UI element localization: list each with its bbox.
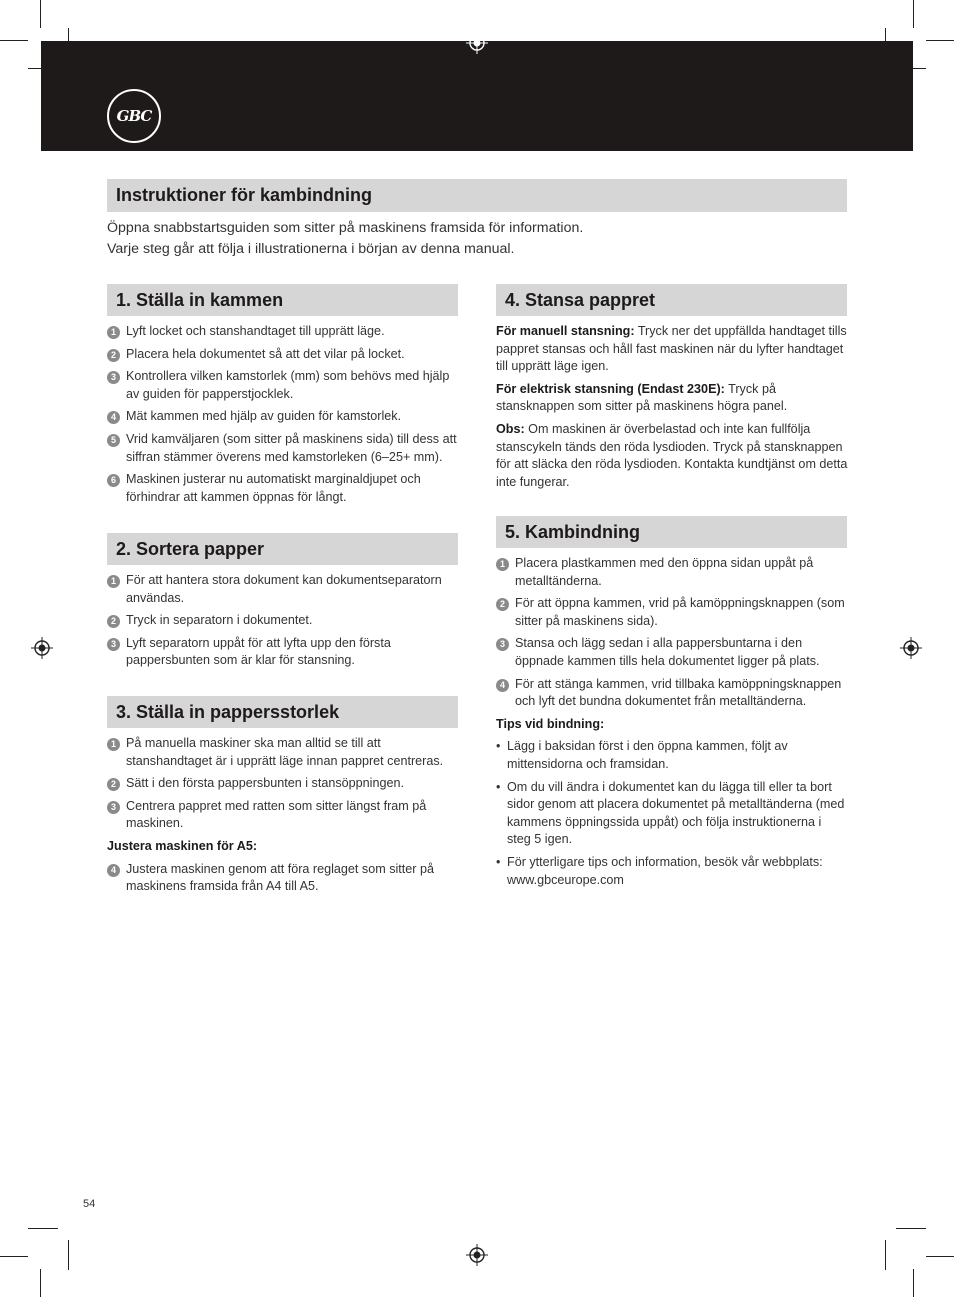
list-item bbox=[107, 635, 459, 670]
step-number-icon: 2 bbox=[107, 615, 120, 628]
section-1-heading bbox=[107, 284, 458, 316]
list-item-text: För att stänga kammen, vrid tillbaka kamöppningsknappen och lyft det bundna dokumentet från metalltänderna. bbox=[515, 676, 842, 709]
tip-text: För ytterligare tips och information, besök vår webbplats: www.gbceurope.com bbox=[507, 854, 823, 887]
list-item bbox=[107, 612, 459, 630]
paragraph-text: Tryck ner det uppfällda handtaget tills pappret stansas och håll fast maskinen när du lyfter handtaget till upprätt läge igen. bbox=[496, 324, 847, 374]
crop-mark bbox=[0, 40, 28, 41]
paragraph-label: Obs: bbox=[496, 421, 525, 436]
list-item-text: Stansa och lägg sedan i alla pappersbuntarna i den öppnade kammen tills hela dokumentet ligger på plats. bbox=[515, 636, 820, 668]
tip-item bbox=[496, 738, 848, 773]
list-item bbox=[496, 635, 848, 670]
intro-line: Öppna snabbstartsguiden som sitter på maskinens framsida för information. bbox=[107, 220, 584, 236]
crop-mark bbox=[896, 1228, 926, 1229]
tip-item bbox=[496, 854, 848, 889]
bullet-icon: • bbox=[496, 779, 501, 794]
list-item bbox=[107, 861, 459, 896]
crop-mark bbox=[885, 1240, 886, 1270]
list-item-text: Maskinen justerar nu automatiskt marginaldjupet och förhindrar att kammen öppnas för långt. bbox=[126, 472, 421, 504]
list-item bbox=[496, 595, 848, 630]
logo-text: GBC bbox=[116, 107, 152, 125]
step-number-icon: 3 bbox=[107, 801, 120, 814]
intro bbox=[107, 218, 847, 260]
tip-text: Om du vill ändra i dokumentet kan du lägga till eller ta bort sidor genom att placera dokumentet på metalltänderna (med kammens öppningssida uppåt) och följa instruktionerna i steg 5 igen. bbox=[507, 779, 845, 847]
list-item bbox=[107, 775, 459, 793]
list-item bbox=[107, 346, 459, 364]
crop-mark bbox=[926, 1256, 954, 1257]
step-number-icon: 2 bbox=[107, 778, 120, 791]
list-item bbox=[107, 471, 459, 506]
step-number-icon: 3 bbox=[107, 371, 120, 384]
section-3-title: 3. Ställa in pappersstorlek bbox=[116, 701, 340, 722]
tip-item bbox=[496, 779, 848, 849]
registration-mark-icon bbox=[466, 1244, 488, 1266]
section-5-title: 5. Kambindning bbox=[505, 521, 640, 542]
paragraph bbox=[496, 381, 848, 416]
header-band bbox=[41, 41, 913, 151]
list-item-text: Placera hela dokumentet så att det vilar på locket. bbox=[126, 346, 405, 361]
step-number-icon: 6 bbox=[107, 474, 120, 487]
step-number-icon: 4 bbox=[107, 411, 120, 424]
bullet-icon: • bbox=[496, 739, 501, 754]
crop-mark bbox=[40, 1269, 41, 1297]
list-item bbox=[107, 408, 459, 426]
paragraph-label: För elektrisk stansning (Endast 230E): bbox=[496, 381, 725, 396]
subheading: Justera maskinen för A5: bbox=[107, 838, 258, 853]
crop-mark bbox=[913, 1269, 914, 1297]
list-item bbox=[107, 431, 459, 466]
crop-mark bbox=[0, 1256, 28, 1257]
list-item bbox=[496, 676, 848, 711]
paragraph-text: Tryck på stansknappen som sitter på maskinens högra panel. bbox=[496, 381, 788, 414]
section-5-list bbox=[496, 555, 848, 894]
list-item-text: Lyft separatorn uppåt för att lyfta upp den första pappersbunten som är klar för stansning. bbox=[126, 635, 391, 668]
section-2-list bbox=[107, 572, 459, 675]
gbc-logo bbox=[107, 89, 161, 143]
main-heading bbox=[107, 179, 847, 212]
paragraph-label: För manuell stansning: bbox=[496, 324, 635, 338]
list-item-text: Sätt i den första pappersbunten i stansöppningen. bbox=[126, 776, 404, 791]
section-4-heading bbox=[496, 284, 847, 316]
list-item bbox=[496, 555, 848, 590]
step-number-icon: 1 bbox=[107, 326, 120, 339]
section-2-title: 2. Sortera papper bbox=[116, 538, 265, 559]
step-number-icon: 3 bbox=[107, 638, 120, 651]
section-3-list bbox=[107, 735, 459, 901]
step-number-icon: 4 bbox=[107, 864, 120, 877]
list-item-text: Centrera pappret med ratten som sitter längst fram på maskinen. bbox=[126, 798, 427, 831]
crop-mark bbox=[40, 0, 41, 28]
list-item-text: Placera plastkammen med den öppna sidan uppåt på metalltänderna. bbox=[515, 556, 814, 588]
list-item bbox=[107, 735, 459, 770]
list-item-text: För att hantera stora dokument kan dokumentseparatorn användas. bbox=[126, 573, 442, 605]
step-number-icon: 2 bbox=[107, 349, 120, 362]
tips-heading: Tips vid bindning: bbox=[496, 716, 605, 731]
section-5-heading bbox=[496, 516, 847, 548]
page-number: 54 bbox=[83, 1198, 96, 1210]
list-item bbox=[107, 798, 459, 833]
paragraph-text: Om maskinen är överbelastad och inte kan fullfölja stanscykeln tänds den röda lysdioden. Tryck på stansknappen för att släcka den röda lysdioden. Kontakta kundtjänst om detta inte fungerar. bbox=[496, 421, 848, 489]
section-4-title: 4. Stansa pappret bbox=[505, 289, 656, 310]
list-item bbox=[107, 323, 459, 341]
list-item-text: På manuella maskiner ska man alltid se till att stanshandtaget är i upprätt läge innan pappret centreras. bbox=[126, 736, 444, 768]
list-item-text: Tryck in separatorn i dokumentet. bbox=[126, 613, 313, 628]
step-number-icon: 1 bbox=[107, 738, 120, 751]
paragraph bbox=[496, 323, 848, 376]
step-number-icon: 5 bbox=[107, 434, 120, 447]
list-item-text: Justera maskinen genom att föra reglaget som sitter på maskinens framsida från A4 till A5. bbox=[126, 861, 434, 894]
bullet-icon: • bbox=[496, 854, 501, 869]
list-item bbox=[107, 572, 459, 607]
section-1-title: 1. Ställa in kammen bbox=[116, 289, 284, 310]
list-item-text: För att öppna kammen, vrid på kamöppningsknappen (som sitter på maskinens sida). bbox=[515, 596, 845, 628]
list-item-text: Vrid kamväljaren (som sitter på maskinens sida) till dess att siffran stämmer överens med kamstorleken (6–25+ mm). bbox=[126, 431, 457, 464]
section-2-heading bbox=[107, 533, 458, 565]
registration-mark-icon bbox=[466, 32, 488, 54]
section-1-list bbox=[107, 323, 459, 511]
step-number-icon: 4 bbox=[496, 679, 509, 692]
registration-mark-icon bbox=[900, 637, 922, 659]
crop-mark bbox=[926, 40, 954, 41]
main-heading-text: Instruktioner för kambindning bbox=[116, 185, 373, 205]
step-number-icon: 2 bbox=[496, 598, 509, 611]
section-4-body bbox=[496, 323, 848, 496]
crop-mark bbox=[913, 0, 914, 28]
tip-text: Lägg i baksidan först i den öppna kammen, följt av mittensidorna och framsidan. bbox=[507, 739, 788, 771]
section-3-heading bbox=[107, 696, 458, 728]
step-number-icon: 3 bbox=[496, 638, 509, 651]
crop-mark bbox=[68, 1240, 69, 1270]
crop-mark bbox=[28, 1228, 58, 1229]
intro-line: Varje steg går att följa i illustrationerna i början av denna manual. bbox=[107, 241, 515, 257]
list-item-text: Lyft locket och stanshandtaget till upprätt läge. bbox=[126, 324, 385, 338]
step-number-icon: 1 bbox=[107, 575, 120, 588]
list-item-text: Mät kammen med hjälp av guiden för kamstorlek. bbox=[126, 409, 402, 424]
step-number-icon: 1 bbox=[496, 558, 509, 571]
list-item bbox=[107, 368, 459, 403]
list-item-text: Kontrollera vilken kamstorlek (mm) som behövs med hjälp av guiden för papperstjocklek. bbox=[126, 369, 450, 401]
registration-mark-icon bbox=[31, 637, 53, 659]
paragraph bbox=[496, 421, 848, 491]
